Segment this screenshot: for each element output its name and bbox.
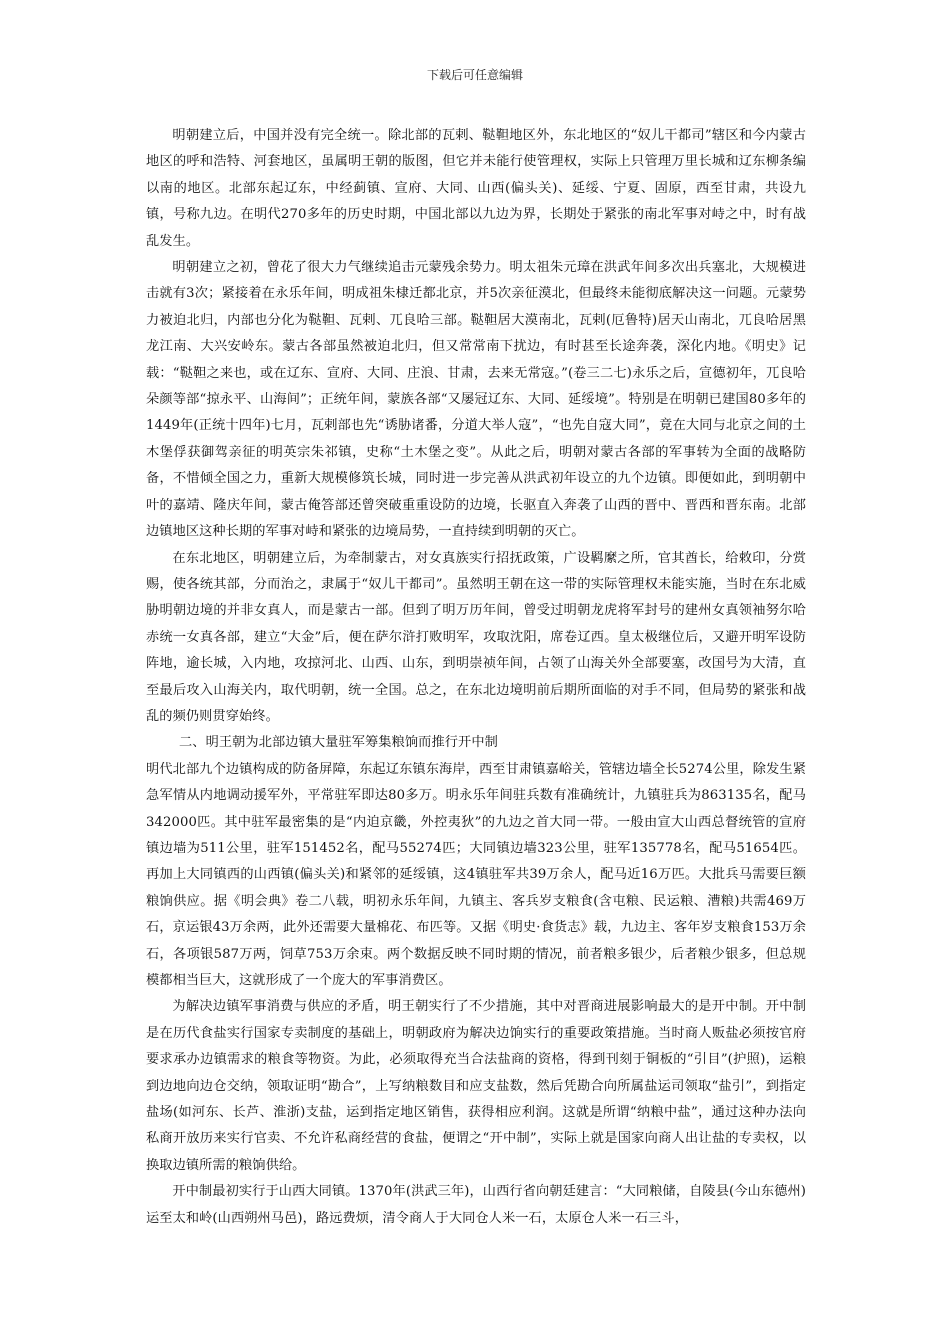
paragraph-datong: 开中制最初实行于山西大同镇。1370年(洪武三年)，山西行省向朝廷建言：“大同粮储，自陵县(今山东德州)运至太和岭(山西朔州马邑)，路远费烦，清令商人于大同仓人米一石，太原仓人米一石三斗，	[146, 1184, 806, 1226]
document-body	[146, 123, 806, 1232]
paragraph-mongol-campaigns: 明朝建立之初，曾花了很大力气继续追击元蒙残余势力。明太祖朱元璋在洪武年间多次出兵塞北，大规模进击就有3次；紧接着在永乐年间，明成祖朱棣迁都北京，并5次亲征漠北，但最终未能彻底解决这一问题。元蒙势力被迫北归，内部也分化为鞑靼、瓦剌、兀良哈三部。鞑靼居大漠南北，瓦剌(厄鲁特)居天山南北，兀良哈居黑龙江南、大兴安岭东。蒙古各部虽然被迫北归，但又常常南下扰边，有时甚至长途奔袭，深化内地。《明史》记载：“鞑靼之来也，或在辽东、宣府、大同、庄浪、甘肃，去来无常寇。”(卷三二七)永乐之后，宣德初年，兀良哈朵颜等部“掠永平、山海间”；正统年间，蒙族各部“又屡冠辽东、大同、延绥境”。特别是在明朝已建国80多年的1449年(正统十四年)七月，瓦剌部也先“诱胁诸番，分道大举人寇”，“也先自寇大同”，竟在大同与北京之间的土木堡俘获御驾亲征的明英宗朱祁镇，史称“土木堡之变”。从此之后，明朝对蒙古各部的军事转为全面的战略防备，不惜倾全国之力，重新大规模修筑长城，同时进一步完善从洪武初年设立的九个边镇。即便如此，到明朝中叶的嘉靖、隆庆年间，蒙古俺答部还曾突破重重设防的边境，长驱直入奔袭了山西的晋中、晋西和晋东南。北部边镇地区这种长期的军事对峙和紧张的边境局势，一直持续到明朝的灭亡。	[146, 260, 806, 540]
paragraph-border-garrisons: 明代北部九个边镇构成的防备屏障，东起辽东镇东海岸，西至甘肃镇嘉峪关，管辖边墙全长5274公里，除发生紧急军情从内地调动援军外，平常驻军即达80多万。明永乐年间驻兵数有准确统计，九镇驻兵为863135名，配马342000匹。其中驻军最密集的是“内迫京畿，外控夷狄”的九边之首大同一带。一般由宣大山西总督统管的宣府镇边墙为511公里，驻军151452名，配马55274匹；大同镇边墙323公里，驻军135778名，配马51654匹。再加上大同镇西的山西镇(偏头关)和紧邻的延绥镇，这4镇驻军共39万余人，配马近16万匹。大批兵马需要巨额粮饷供应。据《明会典》卷二八载，明初永乐年间，九镇主、客兵岁支粮食(含屯粮、民运粮、漕粮)共需469万石，京运银43万余两，此外还需要大量棉花、布匹等。又据《明史·食货志》载，九边主、客年岁支粮食153万余石，各项银587万两，饲草753万余束。两个数据反映不同时期的情况，前者粮多银少，后者粮少银多，但总规模都相当巨大，这就形成了一个庞大的军事消费区。	[146, 761, 806, 988]
paragraph-intro: 明朝建立后，中国并没有完全统一。除北部的瓦剌、鞑靼地区外，东北地区的“奴儿干都司”辖区和今内蒙古地区的呼和浩特、河套地区，虽属明王朝的版图，但它并未能行使管理权，实际上只管理万里长城和辽东柳条编以南的地区。北部东起辽东，中经蓟镇、宣府、大同、山西(偏头关)、延绥、宁夏、固原，西至甘肃，共设九镇，号称九边。在明代270多年的历史时期，中国北部以九边为界，长期处于紧张的南北军事对峙之中，时有战乱发生。	[146, 128, 806, 249]
paragraph-kaizhong-system: 为解决边镇军事消费与供应的矛盾，明王朝实行了不少措施，其中对晋商进展影响最大的是开中制。开中制是在历代食盐实行国家专卖制度的基础上，明朝政府为解决边饷实行的重要政策措施。当时商人贩盐必须按官府要求承办边镇需求的粮食等物资。为此，必须取得充当合法盐商的资格，得到刊刻于铜板的“引目”(护照)，运粮到边地向边仓交纳，领取证明“勘合”，上写纳粮数目和应支盐数，然后凭勘合向所属盐运司领取“盐引”，到指定盐场(如河东、长芦、淮浙)支盐，运到指定地区销售，获得相应利润。这就是所谓“纳粮中盐”，通过这种办法向私商开放历来实行官卖、不允许私商经营的食盐，便谓之“开中制”，实际上就是国家向商人出让盐的专卖权，以换取边镇所需的粮饷供给。	[146, 999, 806, 1173]
page-header-note: 下载后可任意编辑	[426, 68, 523, 82]
section-heading: 二、明王朝为北部边镇大量驻军筹集粮饷而推行开中制	[179, 735, 498, 751]
paragraph-northeast: 在东北地区，明朝建立后，为牵制蒙古，对女真族实行招抚政策，广设羁縻之所，官其酋长，给敕印，分赏赐，使各统其部，分而治之，隶属于“奴儿干都司”。虽然明王朝在这一带的实际管理权未能实施，当时在东北威胁明朝边境的并非女真人，而是蒙古一部。但到了明万历年间，曾受过明朝龙虎将军封号的建州女真领袖努尔哈赤统一女真各部，建立“大金”后，便在萨尔浒打败明军，攻取沈阳，席卷辽西。皇太极继位后，又避开明军设防阵地，逾长城，入内地，攻掠河北、山西、山东，到明崇祯年间，占领了山海关外全部要塞，改国号为大清，直至最后攻入山海关内，取代明朝，统一全国。总之，在东北边境明前后期所面临的对手不同，但局势的紧张和战乱的频仍则贯穿始终。	[146, 550, 806, 724]
